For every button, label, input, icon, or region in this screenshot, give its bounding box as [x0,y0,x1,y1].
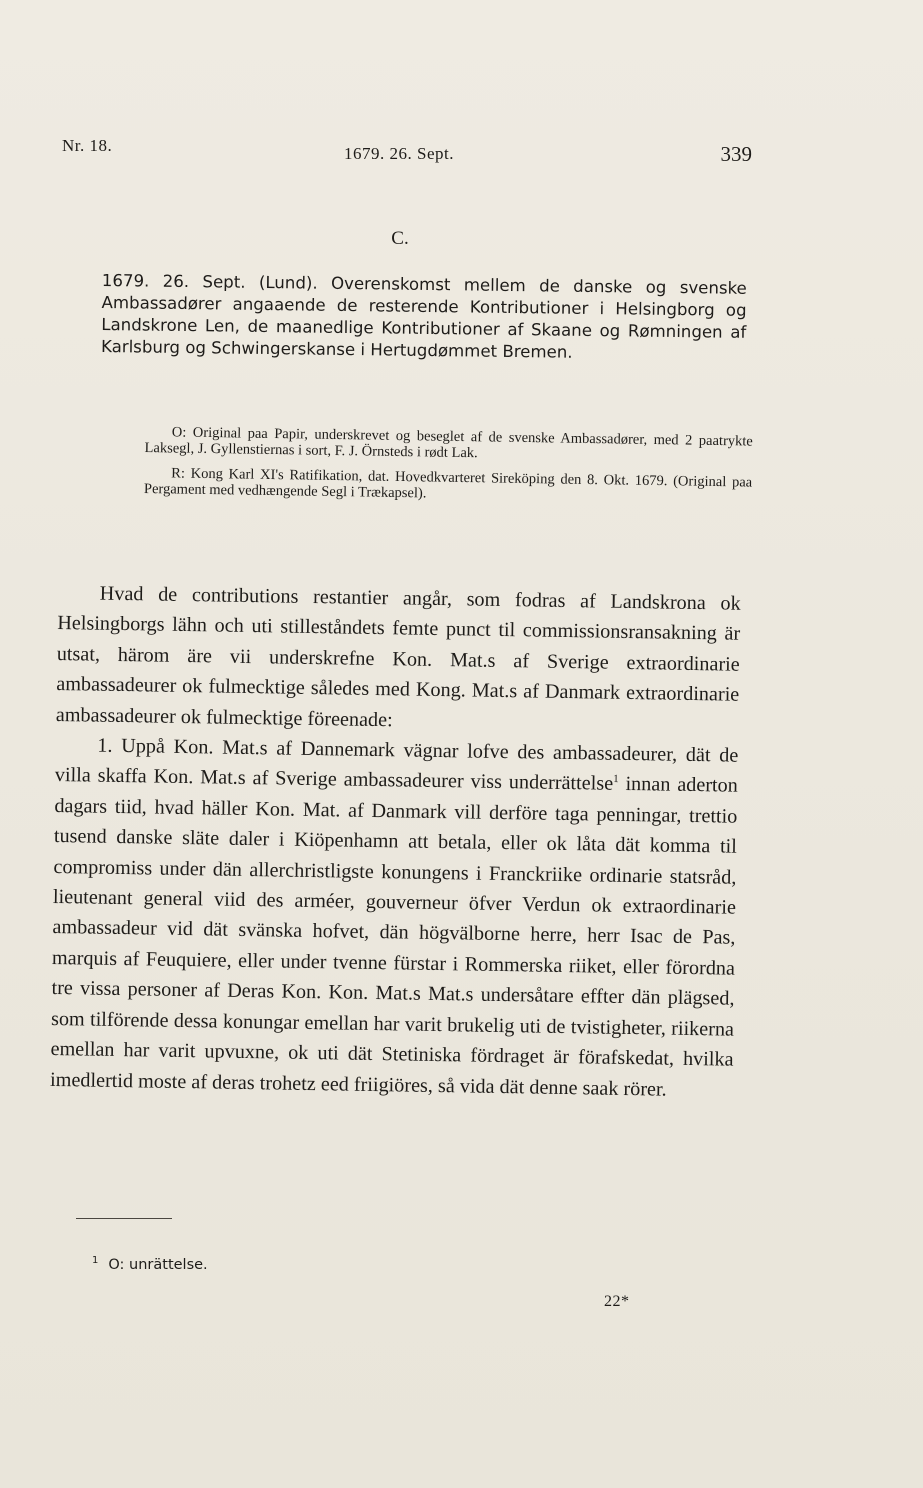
source-original: O: Original paa Papir, underskrevet og beseglet af de svenske Ambassadører, med 2 paatrykte Laksegl, J. Gyllenstiernas i sort, F. J. Örnsteds i rødt Lak. [144,424,753,462]
footnote-number: 1 [92,1255,99,1266]
main-text [50,578,741,1106]
header-document-number: Nr. 18. [62,136,113,155]
footnote-text: O: unrättelse. [108,1256,208,1273]
article-1-text-end: innan aderton dagars tiid, hvad häller Kon. Mat. af Danmark vill derföre taga penningar, trettio tusend danske släte daler i Kiöpenhamn att betala, eller ok låta dät komma til compromiss under dän allerchristligste konungens i Franckriike ordinarie statsråd, lieutenant general viid des arméer, gouverneur öfver Verdun ok extraordinarie ambassadeur vid dät svänska hofvet, dän högvälborne herre, herr Isac de Pas, marquis af Feuquiere, eller under tvenne fürstar i Rommerska riiket, eller förordna tre vissa personer af Deras Kon. Kon. Mat.s Mat.s undersåtare effter dän plägsed, som tilförende dessa konungar emellan har varit brukelig uti de tvistigheter, riikerna emellan har varit upvuxne, ok uti dät Stetiniska fördraget är förafskedat, hvilka imedlertid moste af deras trohetz eed friigiöres, så vida dät denne saak rörer. [49,773,738,1101]
page-number: 339 [720,142,752,166]
source-notes [144,424,753,516]
article-1-text-start: 1. Uppå Kon. Mat.s af Dannemark vägnar lofve des ambassadeurer, dät de villa skaffa Kon. Mat.s af Sverige ambassadeurer viss underrättelse [54,734,739,796]
summary-text: 1679. 26. Sept. (Lund). Overenskomst mellem de danske og svenske Ambassadører angaaende de resterende Kontributioner i Helsingborg og Landskrone Len, de maanedlige Kontributioner af Skaane og Rømningen af Karlsburg og Schwingerskanse i Hertugdømmet Bremen. [100,270,747,362]
page-header [62,130,752,170]
document-summary [101,270,747,366]
header-date: 1679. 26. Sept. [344,144,454,163]
section-letter: C. [391,228,409,249]
footnote-reference[interactable]: 1 [613,773,619,786]
signature-mark: 22* [604,1293,630,1310]
source-ratification: R: Kong Karl XI's Ratifikation, dat. Hovedkvarteret Sireköping den 8. Okt. 1679. (Original paa Pergament med vedhængende Segl i Trækapsel). [143,465,753,502]
article-1-paragraph [50,730,739,1106]
footnote [92,1255,208,1273]
intro-paragraph: Hvad de contributions restantier angår, som fodras af Landskrona ok Helsingborgs lähn och uti stilleståndets femte punct til commissionsransakning är utsat, härom äre vii underskrefne Kon. Mat.s af Sverige extraordinarie ambassadeurer ok fulmecktige således med Kong. Mat.s af Danmark extraordinarie ambassadeurer ok fulmecktige föreenade: [55,582,741,731]
footnote-divider [76,1218,172,1219]
